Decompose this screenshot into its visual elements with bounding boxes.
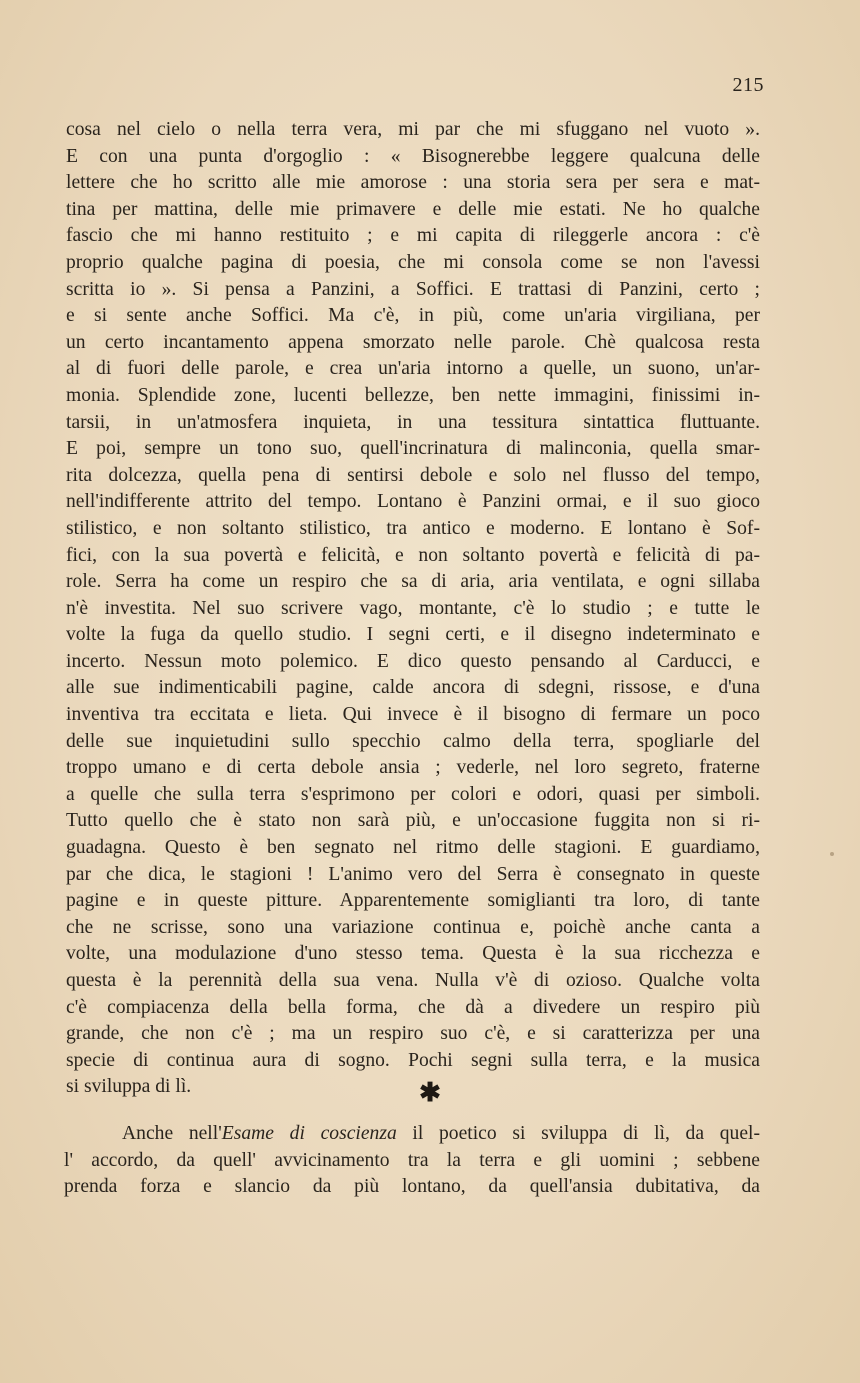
section-separator-asterisk: ✱ <box>419 1078 441 1107</box>
text-line: proprio qualche pagina di poesia, che mi consola come se non l'avessi <box>66 251 760 273</box>
text-line: c'è compiacenza della bella forma, che dà a divedere un respiro più <box>66 996 760 1018</box>
book-title-italic: Esame di coscienza <box>221 1123 397 1144</box>
text-line: lettere che ho scritto alle mie amorose : una storia sera per sera e mat- <box>66 172 760 194</box>
text-line: che ne scrisse, sono una variazione continua e, poichè anche canta a <box>66 916 760 938</box>
text-line: volte la fuga da quello studio. I segni certi, e il disegno indeterminato e <box>66 624 760 646</box>
text-line: Tutto quello che è stato non sarà più, e un'occasione fuggita non si ri- <box>66 810 760 832</box>
text-line: si sviluppa di lì. <box>66 1076 192 1098</box>
text-line: troppo umano e di certa debole ansia ; vederle, nel loro segreto, fraterne <box>66 757 760 779</box>
text-line: a quelle che sulla terra s'esprimono per colori e odori, quasi per simboli. <box>66 783 760 805</box>
paragraph-esame-di-coscienza <box>64 1121 760 1201</box>
text-line: tina per mattina, delle mie primavere e delle mie estati. Ne ho qualche <box>66 198 760 220</box>
text-line: guadagna. Questo è ben segnato nel ritmo delle stagioni. E guardiamo, <box>66 837 760 859</box>
text-line: role. Serra ha come un respiro che sa di aria, aria ventilata, e ogni sillaba <box>66 571 760 593</box>
text-line: al di fuori delle parole, e crea un'aria intorno a quelle, un suono, un'ar- <box>66 358 760 380</box>
text-line: l' accordo, da quell' avvicinamento tra la terra e gli uomini ; sebbene <box>64 1149 760 1171</box>
text-line: tarsii, in un'atmosfera inquieta, in una tessitura sintattica fluttuante. <box>66 411 760 433</box>
text-line: Anche nell'Esame di coscienza il poetico si sviluppa di lì, da quel- <box>122 1123 760 1144</box>
text-line: questa è la perennità della sua vena. Nulla v'è di ozioso. Qualche volta <box>66 970 760 991</box>
text-line: par che dica, le stagioni ! L'animo vero del Serra è consegnato in queste <box>66 863 760 885</box>
text-line: specie di continua aura di sogno. Pochi segni sulla terra, e la musica <box>66 1049 760 1071</box>
text-line: nell'indifferente attrito del tempo. Lontano è Panzini ormai, e il suo gioco <box>66 491 760 513</box>
text-line: delle sue inquietudini sullo specchio calmo della terra, spogliarle del <box>66 730 760 752</box>
paper-speck <box>830 852 834 856</box>
text-line: pagine e in queste pitture. Apparentemente somiglianti tra loro, di tante <box>66 890 760 912</box>
text-line: inventiva tra eccitata e lieta. Qui invece è il bisogno di fermare un poco <box>66 704 760 726</box>
text-line: fici, con la sua povertà e felicità, e non soltanto povertà e felicità di pa- <box>66 544 760 566</box>
text-line: volte, una modulazione d'uno stesso tema. Questa è la sua ricchezza e <box>66 943 760 965</box>
text-line: fascio che mi hanno restituito ; e mi capita di rileggerle ancora : c'è <box>66 225 760 247</box>
text-line: E poi, sempre un tono suo, quell'incrinatura di malinconia, quella smar- <box>66 438 760 460</box>
text-line: grande, che non c'è ; ma un respiro suo c'è, e si caratterizza per una <box>66 1023 760 1045</box>
text-line: rita dolcezza, quella pena di sentirsi debole e solo nel flusso del tempo, <box>66 464 760 486</box>
text-line: un certo incantamento appena smorzato nelle parole. Chè qualcosa resta <box>66 331 760 353</box>
text-line: prenda forza e slancio da più lontano, da quell'ansia dubitativa, da <box>64 1176 760 1198</box>
text-line: stilistico, e non soltanto stilistico, tra antico e moderno. E lontano è Sof- <box>66 517 760 539</box>
text-line: E con una punta d'orgoglio : « Bisognerebbe leggere qualcuna delle <box>66 145 760 167</box>
paragraph-serra-style <box>66 117 760 1101</box>
text-line: e si sente anche Soffici. Ma c'è, in più, come un'aria virgiliana, per <box>66 305 760 327</box>
text-line: scritta io ». Si pensa a Panzini, a Soffici. E trattasi di Panzini, certo ; <box>66 278 760 300</box>
text-line: incerto. Nessun moto polemico. E dico questo pensando al Carducci, e <box>66 650 760 672</box>
text-line: n'è investita. Nel suo scrivere vago, montante, c'è lo studio ; e tutte le <box>66 597 760 619</box>
text-line: cosa nel cielo o nella terra vera, mi par che mi sfuggano nel vuoto ». <box>66 119 760 140</box>
text-line: monia. Splendide zone, lucenti bellezze, ben nette immagini, finissimi in- <box>66 384 760 406</box>
page-number: 215 <box>732 74 764 96</box>
text-line: alle sue indimenticabili pagine, calde ancora di sdegni, rissose, e d'una <box>66 677 760 699</box>
